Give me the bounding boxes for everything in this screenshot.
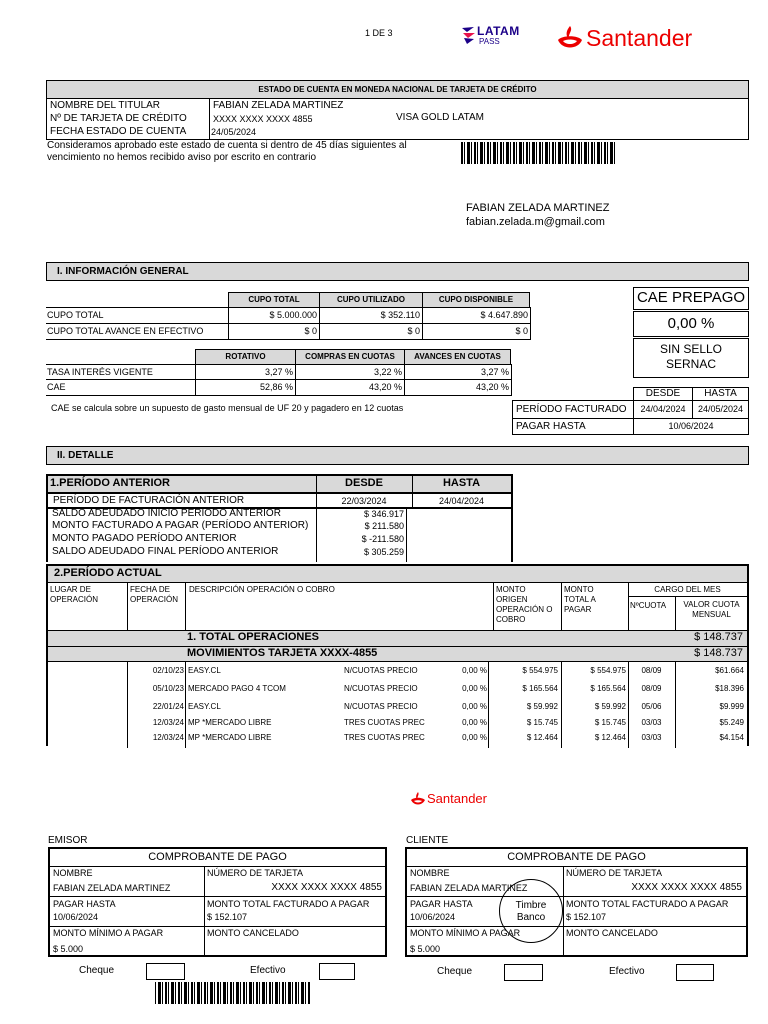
cupo-header: CUPO UTILIZADO <box>319 292 423 308</box>
tx-valor: $61.664 <box>715 666 744 675</box>
fact-hasta: 24/04/2024 <box>438 496 485 506</box>
desde-label: DESDE <box>633 387 693 401</box>
anterior-row-value: $ 346.917 <box>363 509 404 519</box>
anterior-row-value: $ 305.259 <box>363 547 404 557</box>
col-ncuota: NºCUOTA <box>630 601 667 610</box>
page-number: 1 DE 3 <box>365 28 393 38</box>
total-ops-value: $ 148.737 <box>694 631 743 643</box>
anterior-rows <box>46 507 406 562</box>
tx-origen: $ 165.564 <box>522 684 558 693</box>
comprobante-title: COMPROBANTE DE PAGO <box>148 851 287 863</box>
cupo-value: $ 5.000.000 <box>269 310 317 320</box>
holder-name: FABIAN ZELADA MARTINEZ <box>213 100 344 111</box>
facturado-value: $ 152.107 <box>207 912 248 922</box>
tx-rate: 0,00 % <box>462 733 487 742</box>
tx-origen: $ 12.464 <box>526 733 558 742</box>
tarjeta-value: XXXX XXXX XXXX 4855 <box>631 882 742 893</box>
comprobante-title: COMPROBANTE DE PAGO <box>507 851 646 863</box>
tx-desc: MP *MERCADO LIBRE <box>188 718 272 727</box>
tx-rate: 0,00 % <box>462 684 487 693</box>
latam-pass-logo <box>461 24 527 48</box>
santander-flame-icon <box>556 24 584 52</box>
efectivo-label: Efectivo <box>609 966 645 977</box>
tx-cuota: 08/09 <box>641 666 662 675</box>
tx-valor: $5.249 <box>719 718 744 727</box>
tx-total: $ 554.975 <box>590 666 626 675</box>
col-valor: VALOR CUOTA MENSUAL <box>683 600 740 619</box>
pagar-hasta-value: 10/06/2024 <box>633 418 749 435</box>
anterior-row-value: $ 211.580 <box>364 521 404 531</box>
tx-date: 12/03/24 <box>152 733 184 742</box>
pass-text: PASS <box>479 37 500 46</box>
emisor-comprobante <box>48 847 387 957</box>
tx-total: $ 12.464 <box>594 733 626 742</box>
section-general: I. INFORMACIÓN GENERAL <box>46 262 749 281</box>
cliente-comprobante <box>405 847 748 957</box>
rate-value: 3,27 % <box>480 367 509 377</box>
anterior-row-label: SALDO ADEUDADO FINAL PERÍODO ANTERIOR <box>52 546 279 557</box>
efectivo-label: Efectivo <box>250 965 286 976</box>
cancelado-label: MONTO CANCELADO <box>566 928 658 938</box>
cupo-value: $ 0 <box>515 326 528 336</box>
periodo-hasta: 24/05/2024 <box>692 400 749 419</box>
mov-total: $ 148.737 <box>694 647 743 659</box>
tx-valor: $18.396 <box>715 684 744 693</box>
cupo-row-label: CUPO TOTAL AVANCE EN EFECTIVO <box>47 326 204 336</box>
santander-logo-small <box>410 789 510 811</box>
tarjeta-value: XXXX XXXX XXXX 4855 <box>271 882 382 893</box>
tx-cuota: 05/06 <box>641 702 662 711</box>
tx-date: 02/10/23 <box>152 666 184 675</box>
tx-date: 22/01/24 <box>152 702 184 711</box>
anterior-row-value: $ -211.580 <box>361 534 404 544</box>
statement-title: ESTADO DE CUENTA EN MONEDA NACIONAL DE TARJETA DE CRÉDITO <box>46 80 749 99</box>
tarjeta-label: NÚMERO DE TARJETA <box>207 868 304 878</box>
rate-value: 43,20 % <box>368 382 402 392</box>
fact-desde: 22/03/2024 <box>341 496 387 506</box>
barcode-top <box>461 142 617 164</box>
rate-value: 52,86 % <box>259 382 293 392</box>
tx-type: TRES CUOTAS PREC <box>344 733 425 742</box>
approval-notice: Consideramos aprobado este estado de cuenta si dentro de 45 días siguientes al vencimiento no hemos recibido aviso por escrito en contrario <box>47 140 407 163</box>
col-cargo: CARGO DEL MES <box>654 585 721 594</box>
fact-label: PERÍODO DE FACTURACIÓN ANTERIOR <box>53 495 245 506</box>
col-lugar: LUGAR DE OPERACIÓN <box>50 585 99 604</box>
cheque-label: Cheque <box>79 965 115 976</box>
tx-total: $ 15.745 <box>594 718 626 727</box>
tx-total: $ 165.564 <box>590 684 626 693</box>
mov-label: MOVIMIENTOS TARJETA XXXX-4855 <box>187 647 378 659</box>
tx-type: N/CUOTAS PRECIO <box>344 666 418 675</box>
tx-type: TRES CUOTAS PREC <box>344 718 425 727</box>
total-ops-label: 1. TOTAL OPERACIONES <box>187 631 320 643</box>
hasta-label: HASTA <box>692 387 749 401</box>
nombre-value: FABIAN ZELADA MARTINEZ <box>53 883 171 893</box>
tx-date: 05/10/23 <box>152 684 184 693</box>
santander-wordmark: Santander <box>586 25 693 51</box>
cupo-value: $ 0 <box>407 326 420 336</box>
tx-cuota: 08/09 <box>641 684 662 693</box>
efectivo-checkbox[interactable] <box>319 963 355 980</box>
nombre-label: NOMBRE <box>410 868 450 878</box>
cheque-checkbox[interactable] <box>146 963 185 980</box>
minimo-value: $ 5.000 <box>410 944 441 954</box>
section-detalle: II. DETALLE <box>46 446 749 465</box>
card-type: VISA GOLD LATAM <box>396 112 484 123</box>
anterior-desde: DESDE <box>345 477 383 489</box>
date-label: FECHA ESTADO DE CUENTA <box>50 126 187 137</box>
cheque-checkbox[interactable] <box>504 964 543 981</box>
tx-valor: $4.154 <box>719 733 744 742</box>
rate-value: 3,27 % <box>264 367 293 377</box>
tx-cuota: 03/03 <box>641 718 662 727</box>
address-name: FABIAN ZELADA MARTINEZ <box>466 202 610 214</box>
cupo-value: $ 0 <box>304 326 317 336</box>
holder-info-box <box>46 98 749 140</box>
pagar-hasta-label: PAGAR HASTA <box>512 418 634 435</box>
pagar-label: PAGAR HASTA <box>53 899 116 909</box>
periodo-desde: 24/04/2024 <box>633 400 693 419</box>
cupo-value: $ 4.647.890 <box>480 310 528 320</box>
cae-note: CAE se calcula sobre un supuesto de gasto mensual de UF 20 y pagadero en 12 cuotas <box>51 403 404 413</box>
minimo-label: MONTO MÍNIMO A PAGAR <box>53 928 164 938</box>
latam-bird-icon <box>461 25 477 45</box>
card-label: Nº DE TARJETA DE CRÉDITO <box>50 113 187 124</box>
tx-desc: MP *MERCADO LIBRE <box>188 733 272 742</box>
emisor-label: EMISOR <box>48 835 88 846</box>
tx-rate: 0,00 % <box>462 666 487 675</box>
tx-origen: $ 59.992 <box>526 702 558 711</box>
pagar-value: 10/06/2024 <box>53 912 99 922</box>
periodo-label: PERÍODO FACTURADO <box>512 400 634 419</box>
minimo-label: MONTO MÍNIMO A PAGAR <box>410 928 521 938</box>
rate-table <box>46 349 512 396</box>
tx-desc: EASY.CL <box>188 666 221 675</box>
col-fecha: FECHA DE OPERACIÓN <box>130 585 179 604</box>
cheque-label: Cheque <box>437 966 473 977</box>
rate-row-label: CAE <box>47 382 66 392</box>
cupo-table <box>46 292 531 340</box>
anterior-row-label: MONTO PAGADO PERÍODO ANTERIOR <box>52 533 237 544</box>
tx-date: 12/03/24 <box>152 718 184 727</box>
actual-title: 2.PERÍODO ACTUAL <box>54 567 162 579</box>
cupo-value: $ 352.110 <box>380 310 420 320</box>
col-desc: DESCRIPCIÓN OPERACIÓN O COBRO <box>189 585 335 594</box>
tx-cuota: 03/03 <box>641 733 662 742</box>
tx-valor: $9.999 <box>719 702 744 711</box>
pagar-label: PAGAR HASTA <box>410 899 473 909</box>
santander-logo <box>556 22 716 56</box>
rate-header: ROTATIVO <box>195 349 296 365</box>
facturado-label: MONTO TOTAL FACTURADO A PAGAR <box>566 899 729 909</box>
statement-date: 24/05/2024 <box>211 127 257 137</box>
address-email: fabian.zelada.m@gmail.com <box>466 216 605 228</box>
col-origen: MONTO ORIGEN OPERACIÓN O COBRO <box>496 585 553 624</box>
tx-type: N/CUOTAS PRECIO <box>344 684 418 693</box>
tx-desc: EASY.CL <box>188 702 221 711</box>
periodo-actual-box <box>46 564 749 746</box>
santander-flame-icon <box>410 791 426 807</box>
rate-value: 43,20 % <box>475 382 509 392</box>
tx-total: $ 59.992 <box>594 702 626 711</box>
rate-header: AVANCES EN CUOTAS <box>404 349 511 365</box>
anterior-hasta: HASTA <box>442 477 481 489</box>
anterior-row-label: MONTO FACTURADO A PAGAR (PERÍODO ANTERIOR) <box>52 520 309 531</box>
cae-prepago-value: 0,00 % <box>633 311 749 337</box>
anterior-title: 1.PERÍODO ANTERIOR <box>50 477 170 489</box>
cupo-header: CUPO TOTAL <box>228 292 320 308</box>
tarjeta-label: NÚMERO DE TARJETA <box>566 868 663 878</box>
facturado-label: MONTO TOTAL FACTURADO A PAGAR <box>207 899 370 909</box>
cae-prepago-label: CAE PREPAGO <box>633 287 749 310</box>
cupo-header: CUPO DISPONIBLE <box>422 292 530 308</box>
timbre-banco-stamp: Timbre Banco <box>499 879 563 943</box>
cancelado-label: MONTO CANCELADO <box>207 928 299 938</box>
rate-row-label: TASA INTERÉS VIGENTE <box>47 367 153 377</box>
barcode-bottom <box>155 982 310 1004</box>
pagar-value: 10/06/2024 <box>410 912 456 922</box>
holder-label: NOMBRE DEL TITULAR <box>50 100 161 111</box>
tx-origen: $ 15.745 <box>526 718 558 727</box>
nombre-label: NOMBRE <box>53 868 93 878</box>
anterior-row-label: SALDO ADEUDADO INICIO PERÍODO ANTERIOR <box>52 508 281 519</box>
tx-rate: 0,00 % <box>462 718 487 727</box>
latam-text: LATAM <box>477 24 520 38</box>
tx-desc: MERCADO PAGO 4 TCOM <box>188 684 286 693</box>
cupo-row-label: CUPO TOTAL <box>47 310 104 320</box>
rate-value: 3,22 % <box>373 367 402 377</box>
card-number: XXXX XXXX XXXX 4855 <box>213 114 313 124</box>
tx-type: N/CUOTAS PRECIO <box>344 702 418 711</box>
rate-header: COMPRAS EN CUOTAS <box>295 349 405 365</box>
tx-rate: 0,00 % <box>462 702 487 711</box>
efectivo-checkbox[interactable] <box>676 964 714 981</box>
col-total: MONTO TOTAL A PAGAR <box>564 585 596 614</box>
cliente-label: CLIENTE <box>406 835 449 846</box>
minimo-value: $ 5.000 <box>53 944 84 954</box>
tx-origen: $ 554.975 <box>522 666 558 675</box>
facturado-value: $ 152.107 <box>566 912 607 922</box>
sello-sernac: SIN SELLO SERNAC <box>633 338 749 378</box>
nombre-value: FABIAN ZELADA MARTINEZ <box>410 883 528 893</box>
santander-wordmark-small: Santander <box>427 791 487 806</box>
